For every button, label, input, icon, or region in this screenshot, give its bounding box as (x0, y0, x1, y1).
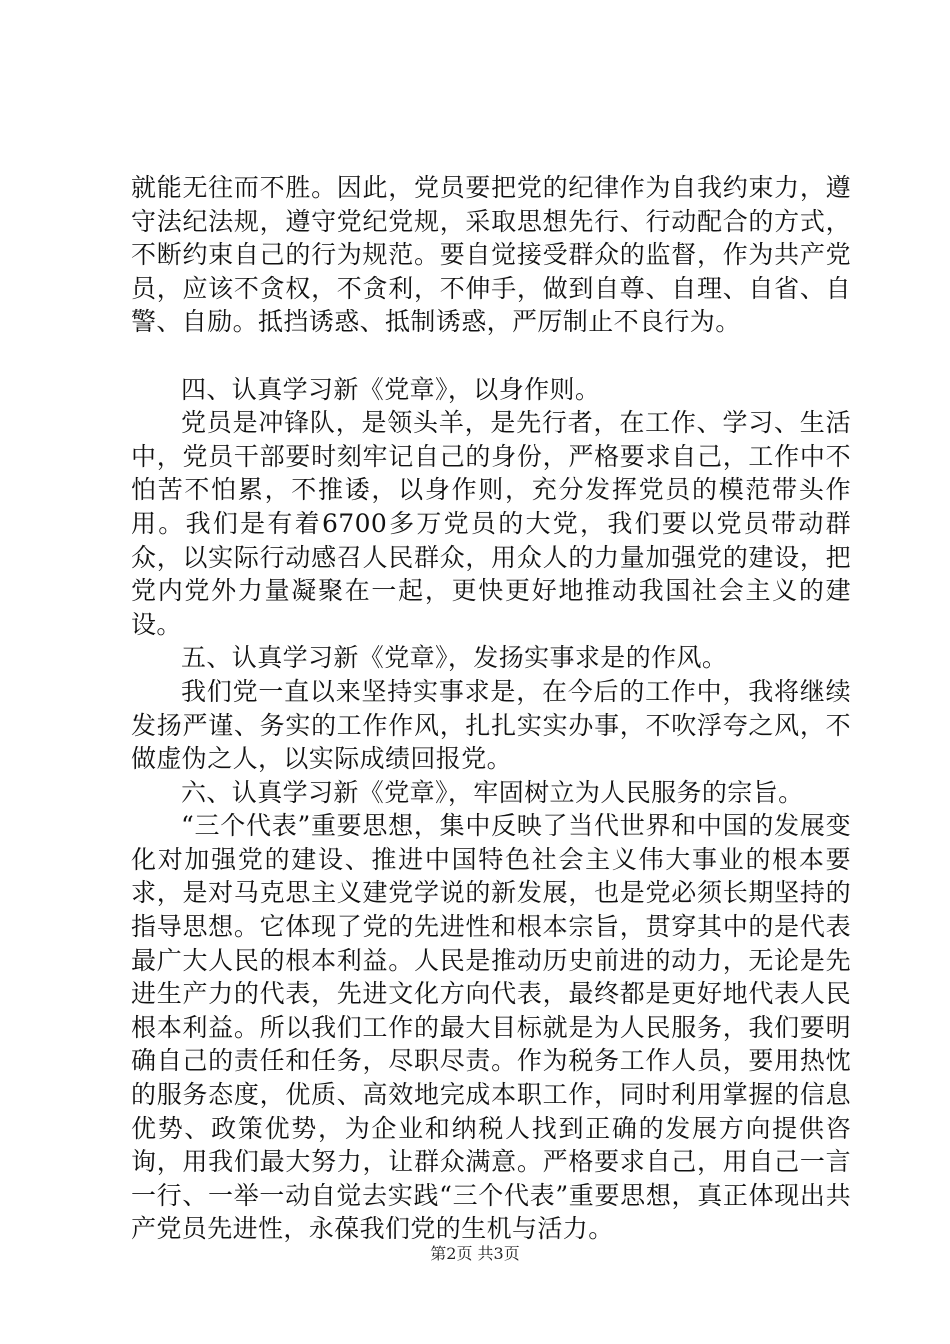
document-body (131, 171, 851, 1246)
heading-section-four: 四、认真学习新《党章》，以身作则。 (181, 374, 601, 404)
paragraph-section-five: 我们党一直以来坚持实事求是，在今后的工作中，我将继续发扬严谨、务实的工作作风，扎扎实实办事，不吹浮夸之风，不做虚伪之人，以实际成绩回报党。 (131, 676, 851, 774)
paragraph-section-four: 党员是冲锋队，是领头羊，是先行者，在工作、学习、生活中，党员干部要时刻牢记自己的身份，严格要求自己，工作中不怕苦不怕累，不推诿，以身作则，充分发挥党员的模范带头作用。我们是有着6700多万党员的大党，我们要以党员带动群众，以实际行动感召人民群众，用众人的力量加强党的建设，把党内党外力量凝聚在一起，更快更好地推动我国社会主义的建设。 (131, 408, 851, 639)
page-number-footer: 第2页 共3页 (430, 1244, 520, 1263)
paragraph-gap (131, 339, 851, 373)
paragraph-section-six: “三个代表”重要思想，集中反映了当代世界和中国的发展变化对加强党的建设、推进中国特色社会主义伟大事业的根本要求，是对马克思主义建党学说的新发展，也是党必须长期坚持的指导思想。它体现了党的先进性和根本宗旨，贯穿其中的是代表最广大人民的根本利益。人民是推动历史前进的动力，无论是先进生产力的代表，先进文化方向代表，最终都是更好地代表人民根本利益。所以我们工作的最大目标就是为人民服务，我们要明确自己的责任和任务，尽职尽责。作为税务工作人员，要用热忱的服务态度，优质、高效地完成本职工作，同时利用掌握的信息优势、政策优势，为企业和纳税人找到正确的发展方向提供咨询，用我们最大努力，让群众满意。严格要求自己，用自己一言一行、一举一动自觉去实践“三个代表”重要思想，真正体现出共产党员先进性，永葆我们党的生机与活力。 (131, 811, 851, 1244)
paragraph-discipline-continued: 就能无往而不胜。因此，党员要把党的纪律作为自我约束力，遵守法纪法规，遵守党纪党规，采取思想先行、行动配合的方式，不断约束自己的行为规范。要自觉接受群众的监督，作为共产党员，应该不贪权，不贪利，不伸手，做到自尊、自理、自省、自警、自励。抵挡诱惑、抵制诱惑，严厉制止不良行为。 (131, 173, 851, 337)
heading-section-five: 五、认真学习新《党章》，发扬实事求是的作风。 (181, 643, 728, 673)
heading-section-six: 六、认真学习新《党章》，牢固树立为人民服务的宗旨。 (181, 777, 804, 807)
